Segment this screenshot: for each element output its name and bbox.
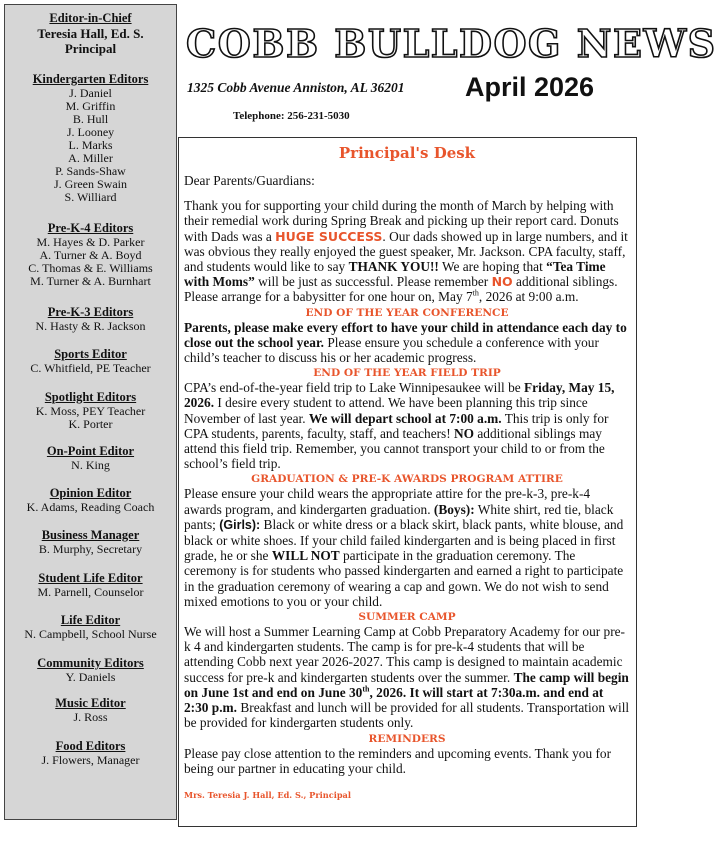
staff-member: A. Miller [68,151,113,165]
editor-in-chief-heading: Editor-in-Chief [49,11,132,25]
huge-success-text: HUGE SUCCESS [275,228,383,244]
principals-desk-article [178,137,637,827]
reminders-heading: REMINDERS [368,732,446,745]
staff-member: M. Turner & A. Burnhart [30,274,151,288]
staff-section [5,390,176,431]
staff-section [5,613,176,641]
staff-member: B. Hull [72,112,109,126]
field-trip-paragraph: CPA’s end-of-the-year field trip to Lake Winnipesaukee will be Friday, May 15, 2026. I desire every student to attend. We have been planning this trip since November of last year. We will depart school at 7:00 a.m. This trip is only for CPA students, parents, faculty, staff, and teachers! NO additional siblings may attend this field trip. Remember, you cannot transport your child to or from the school’s field trip. [184,380,615,472]
article-title: Principal's Desk [338,144,476,162]
staff-member: J. Looney [66,125,115,139]
staff-member: K. Porter [68,417,113,431]
staff-section [5,486,176,514]
staff-section-heading: Business Manager [41,528,140,542]
staff-section [5,528,176,556]
staff-section-heading: Music Editor [55,696,126,710]
summer-camp-paragraph: We will host a Summer Learning Camp at Cobb Preparatory Academy for our pre-k 4 and kindergarten students. The camp is for pre-k-4 students that will be attending Cobb next year 2026-2027. This camp is designed to maintain academic success for pre-k and kindergarten students over the summer. The camp will begin on June 1st and end on June 30th, 2026. It will start at 7:30a.m. and end at 2:30 p.m. Breakfast and lunch will be provided for all students. Transportation will be provided for kindergarten students only. [184,624,630,731]
staff-member: C. Whitfield, PE Teacher [30,361,151,375]
staff-member: S. Williard [64,190,117,204]
staff-member: K. Adams, Reading Coach [26,500,155,514]
staff-section-heading: Spotlight Editors [44,390,137,404]
editor-in-chief-name: Teresia Hall, Ed. S. [37,26,144,41]
conference-paragraph: Parents, please make every effort to have your child in attendance each day to close out the school year. Please ensure you schedule a conference with your child’s teacher to discuss his or her academic progress. [184,319,627,366]
no-text: NO [491,274,513,290]
staff-section [5,221,176,288]
editor-in-chief-section [5,11,176,56]
staff-section [5,305,176,333]
staff-member: N. King [71,458,110,472]
staff-member: M. Hayes & D. Parker [36,235,145,249]
staff-member: J. Ross [73,710,108,724]
salutation: Dear Parents/Guardians: [184,173,315,188]
intro-paragraph: Thank you for supporting your child during the month of March by helping with their remedial work during Spring Break and picking up their report card. Donuts with Dads was a HUGE SUCCESS. Our dads showed up in large numbers, and it was obvious they really enjoyed the guest speaker, Mr. Jackson. CPA faculty, staff, and students would like to say THANK YOU!! We are hoping that “Tea Time with Moms” will be just as successful. Please remember NO additional siblings. Please arrange for a babysitter for one hour on, May 7th, 2026 at 9:00 a.m. [184,198,628,305]
staff-member: C. Thomas & E. Williams [28,261,153,275]
telephone: Telephone: 256-231-5030 [233,110,350,122]
staff-member: J. Green Swain [54,177,127,191]
school-address: 1325 Cobb Avenue Anniston, AL 36201 [187,80,405,95]
staff-section-heading: Opinion Editor [49,486,132,500]
staff-member: P. Sands-Shaw [55,164,126,178]
staff-member: Y. Daniels [65,670,116,684]
staff-member: L. Marks [68,138,113,152]
staff-section [5,347,176,375]
staff-member: K. Moss, PEY Teacher [35,404,146,418]
staff-member: N. Hasty & R. Jackson [35,319,146,333]
staff-member: M. Parnell, Counselor [37,585,144,599]
staff-section [5,444,176,472]
staff-section [5,571,176,599]
staff-member: J. Daniel [69,86,112,100]
reminders-paragraph: Please pay close attention to the reminders and upcoming events. Thank you for being our partner in educating your child. [184,745,612,776]
sidebar-sections [5,72,176,767]
staff-member: N. Campbell, School Nurse [24,627,157,641]
staff-section [5,656,176,684]
newsletter-title: COBB BULLDOG NEWS [186,21,717,66]
staff-member: A. Turner & A. Boyd [39,248,142,262]
staff-member: M. Griffin [65,99,116,113]
staff-section [5,696,176,724]
staff-section [5,72,176,204]
summer-camp-heading: SUMMER CAMP [358,611,456,624]
principal-signature: Mrs. Teresia J. Hall, Ed. S., Principal [184,789,351,800]
awards-paragraph: Please ensure your child wears the appropriate attire for the pre-k-3, pre-k-4 awards program, and kindergarten graduation. (Boys): White shirt, red tie, black pants; (Girls): Black or white dress or a black skirt, black pants, white blouse, and black or white shoes. If your child failed kindergarten and is being placed in first grade, he or she WILL NOT participate in the graduation ceremony. The ceremony is for students who passed kindergarten and earned a right to participate in the graduation ceremony of wearing a cap and gown. We do not wish to send mixed emotions to you or your child. [184,486,624,609]
field-trip-heading: END OF THE YEAR FIELD TRIP [313,367,501,380]
staff-sidebar [4,4,177,820]
staff-section-heading: Sports Editor [54,347,127,361]
staff-member: J. Flowers, Manager [41,753,140,767]
staff-member: B. Murphy, Secretary [38,542,143,556]
staff-section-heading: Pre-K-3 Editors [47,305,134,319]
issue-date: April 2026 [465,72,595,102]
conference-heading: END OF THE YEAR CONFERENCE [305,306,509,319]
staff-section [5,739,176,767]
staff-section-heading: Community Editors [37,656,144,670]
editor-in-chief-title: Principal [64,41,117,56]
staff-section-heading: Pre-K-4 Editors [47,221,134,235]
staff-section-heading: Food Editors [55,739,126,753]
staff-section-heading: Kindergarten Editors [32,72,149,86]
staff-section-heading: Student Life Editor [38,571,143,585]
awards-heading: GRADUATION & PRE-K AWARDS PROGRAM ATTIRE [251,473,563,486]
staff-section-heading: Life Editor [60,613,121,627]
staff-section-heading: On-Point Editor [46,444,135,458]
